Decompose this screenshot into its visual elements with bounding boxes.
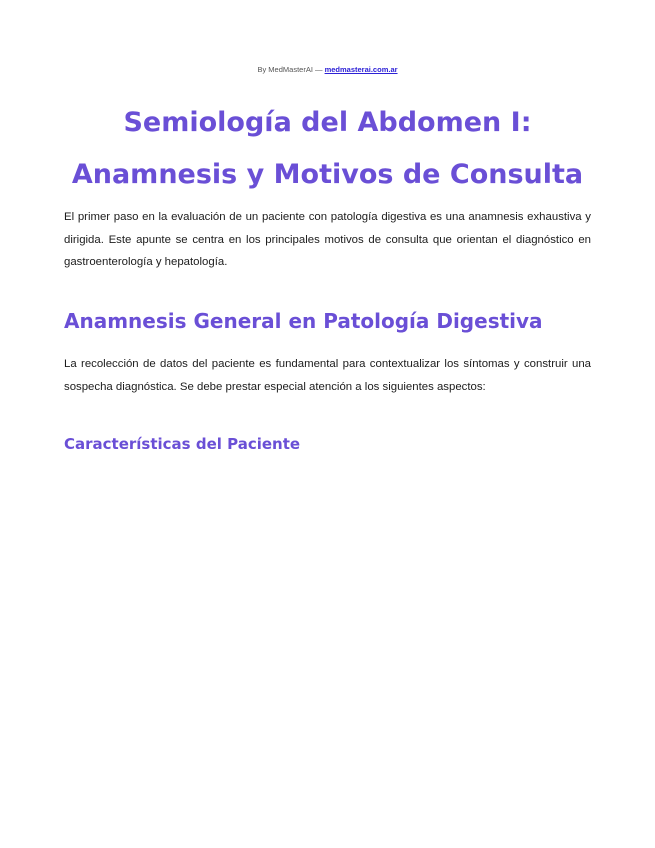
byline-prefix: By MedMasterAI — xyxy=(257,65,325,74)
byline xyxy=(0,65,655,74)
intro-paragraph: El primer paso en la evaluación de un paciente con patología digestiva es una anamnesis exhaustiva y dirigida. Este apunte se centra en los principales motivos de consulta que orientan el diagnóstico en gastroenterología y hepatología. xyxy=(64,211,591,268)
website-link[interactable]: medmasterai.com.ar xyxy=(324,65,398,74)
section-heading: Anamnesis General en Patología Digestiva xyxy=(64,309,543,333)
subsection-heading: Características del Paciente xyxy=(64,435,301,453)
section-paragraph: La recolección de datos del paciente es fundamental para contextualizar los síntomas y construir una sospecha diagnóstica. Se debe prestar especial atención a los siguientes aspectos: xyxy=(64,358,591,393)
document-title: Semiología del Abdomen I: Anamnesis y Motivos de Consulta xyxy=(71,107,584,190)
